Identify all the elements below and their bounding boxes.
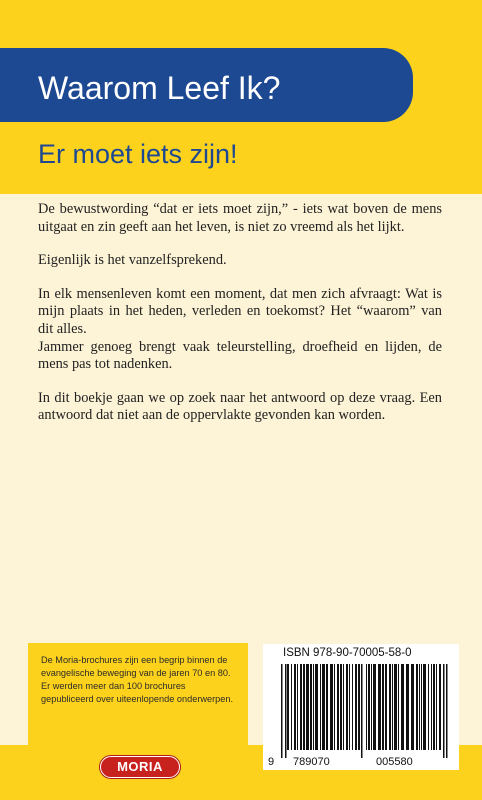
barcode-bar — [394, 664, 397, 750]
moria-logo-text: MORIA — [117, 759, 163, 774]
barcode-bar — [281, 664, 283, 758]
barcode-bar — [366, 664, 367, 750]
barcode-bar — [287, 664, 289, 750]
barcode-bar — [340, 664, 342, 750]
barcode-bar — [326, 664, 328, 750]
barcode-bar — [368, 664, 370, 750]
barcode-bar — [361, 664, 363, 758]
barcode-bar — [310, 664, 312, 750]
barcode-first-digit: 9 — [268, 756, 275, 768]
barcode-bar — [285, 664, 287, 758]
barcode-bar — [306, 664, 309, 750]
barcode-bar — [297, 664, 298, 750]
barcode-bar — [392, 664, 393, 750]
barcode-bar — [349, 664, 350, 750]
barcode-bar — [421, 664, 422, 750]
barcode-bar — [315, 664, 318, 750]
barcode-bar — [294, 664, 296, 750]
barcode-bar — [446, 664, 448, 758]
barcode-bar — [428, 664, 429, 750]
barcode-bar — [436, 664, 437, 750]
isbn-label: ISBN 978-90-70005-58-0 — [283, 647, 412, 659]
barcode-graphic — [263, 644, 459, 770]
barcode-bar — [419, 664, 420, 750]
barcode-bar — [330, 664, 333, 750]
blurb-paragraph: De bewustwording “dat er iets moet zijn,” - iets wat boven de mens uitgaat en zin geeft aan het leven, is niet zo vreemd als het lijkt. — [38, 201, 442, 235]
barcode-bar — [313, 664, 314, 750]
barcode-bar — [411, 664, 414, 750]
blurb-paragraph: Jammer genoeg brengt vaak teleurstelling, droefheid en lijden, de mens pas tot nadenken. — [38, 338, 442, 373]
barcode-bar — [433, 664, 435, 750]
barcode-bar — [416, 664, 418, 750]
barcode-bars — [281, 664, 448, 758]
blurb-text — [38, 201, 442, 441]
blurb-paragraph: In elk mensenleven komt een moment, dat men zich afvraagt: Wat is mijn plaats in het heden, verleden en toekomst? Het “waarom” van dit alles. — [38, 285, 442, 337]
barcode-bar — [334, 664, 335, 750]
barcode-bar — [300, 664, 302, 750]
barcode-bar — [443, 664, 445, 758]
book-title: Waarom Leef Ik? — [38, 70, 281, 106]
series-info-text: De Moria-brochures zijn een begrip binnen de evangelische beweging van de jaren 70 en 80. Er werden meer dan 100 brochures gepubliceerd over uiteenlopende onderwerpen. — [41, 655, 234, 704]
barcode-bar — [343, 664, 344, 750]
barcode-bar — [385, 664, 387, 750]
barcode-bar — [373, 664, 376, 750]
barcode-bar — [406, 664, 409, 750]
barcode-bar — [358, 664, 360, 750]
blurb-paragraph: In dit boekje gaan we op zoek naar het antwoord op deze vraag. Een antwoord dat niet aan de oppervlakte gevonden kan worden. — [38, 389, 442, 424]
barcode-bar — [346, 664, 348, 750]
barcode-bar — [401, 664, 404, 750]
barcode-bar — [423, 664, 426, 750]
barcode-bar — [320, 664, 321, 750]
barcode-bar — [322, 664, 325, 750]
barcode-bar — [439, 664, 441, 750]
moria-logo — [100, 756, 180, 778]
barcode-bar — [389, 664, 391, 750]
series-info-box — [28, 643, 248, 746]
barcode-bar — [382, 664, 384, 750]
barcode-box — [263, 644, 459, 770]
barcode-bar — [431, 664, 432, 750]
barcode-bar — [371, 664, 372, 750]
barcode-bar — [398, 664, 399, 750]
book-subtitle: Er moet iets zijn! — [38, 139, 238, 169]
barcode-bar — [352, 664, 353, 750]
barcode-bar — [378, 664, 381, 750]
barcode-right-digits: 005580 — [376, 756, 413, 768]
barcode-bar — [337, 664, 339, 750]
barcode-left-digits: 789070 — [293, 756, 330, 768]
barcode-bar — [291, 664, 292, 750]
barcode-bar — [303, 664, 305, 750]
barcode-bar — [355, 664, 357, 750]
blurb-paragraph: Eigenlijk is het vanzelfsprekend. — [38, 252, 227, 269]
